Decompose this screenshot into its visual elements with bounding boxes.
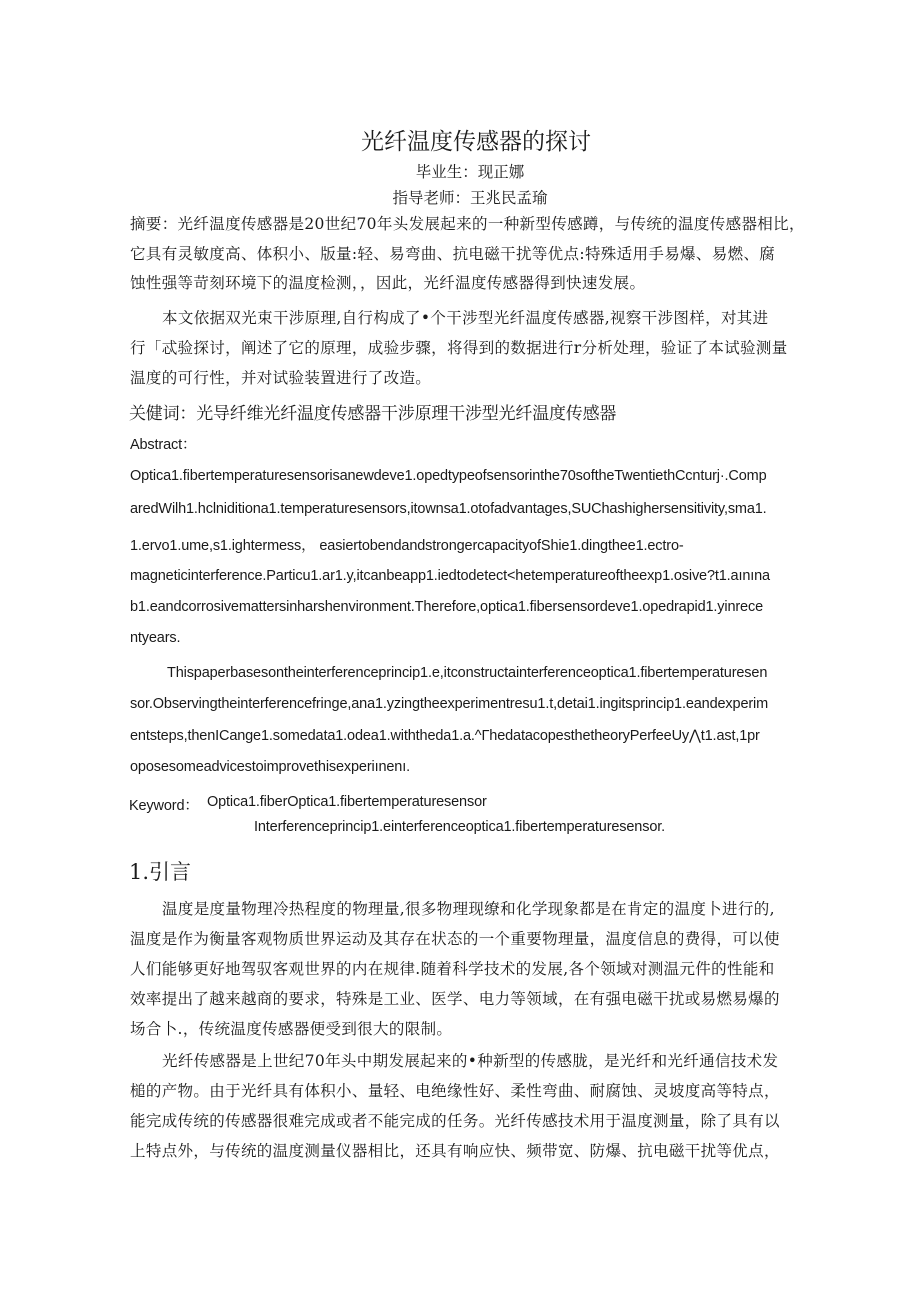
body-line: 人们能够更好地驾驭客观世界的内在规律.随着科学技术的发展,各个领域对测温元件的性能和 — [130, 960, 775, 978]
body-line: 温度是度量物理冷热程度的物理量,很多物理现缭和化学现象都是在肯定的温度卜进行的, — [162, 900, 775, 918]
advisor-name: 指导老师：王兆民孟瑜 — [392, 189, 548, 207]
en-abstract-line: Optica1.fibertemperaturesensorisanewdeve1.opedtypeofsensorinthe70softheTwentiethCcnturj·.Comp — [130, 468, 767, 484]
en-abstract-line: aredWilh1.hclniditiona1.temperaturesensors,itownsa1.otofadvantages,SUChashighersensitivity,sma1. — [130, 501, 767, 517]
body-line: 温度是作为衡量客观物质世界运动及其存在状态的一个重要物理量，温度信息的费得，可以使 — [130, 930, 780, 948]
cn-abstract-line: 摘要：光纤温度传感器是20世纪70年头发展起来的一种新型传感蹲，与传统的温度传感器相比， — [130, 215, 805, 233]
body-line: 场合卜.，传统温度传感器便受到很大的限制。 — [130, 1020, 453, 1038]
en-abstract-line: ntyears. — [130, 630, 181, 646]
en-paragraph-line: sor.Observingtheinterferencefringe,ana1.yzingtheexperimentresu1.t,detai1.ingitsprincip1.eandexperim — [130, 696, 769, 712]
cn-paragraph-line: 本文依据双光束干涉原理,自行构成了•个干涉型光纤温度传感器,视察干涉图样，对其进 — [162, 309, 769, 327]
keyword-label: Keyword： — [129, 798, 199, 814]
body-line: 效率提出了越来越商的要求，特殊是工业、医学、电力等领域，在有强电磁干扰或易燃易爆的 — [130, 990, 780, 1008]
cn-abstract-line: 蚀性强等苛刻环境下的温度检测，，因此，光纤温度传感器得到快速发展。 — [130, 274, 646, 292]
cn-keywords: 关健词：光导纤维光纤温度传感器干涉原理干涉型光纤温度传感器 — [129, 404, 617, 423]
graduate-name: 毕业生：现正娜 — [415, 163, 525, 181]
cn-abstract-line: 它具有灵敏度高、体积小、版量:轻、易弯曲、抗电磁干扰等优点:特殊适用手易爆、易燃、腐 — [130, 245, 776, 263]
cn-paragraph-line: 温度的可行性，并对试验装置进行了改造。 — [130, 369, 432, 387]
keyword-line: Interferenceprincip1.einterferenceoptica1.fibertemperaturesensor. — [254, 819, 665, 835]
abstract-label: Abstract： — [130, 437, 197, 453]
en-paragraph-line: oposesomeadvicestoimprovethisexperiınenı. — [130, 759, 410, 775]
body-line: 能完成传统的传感器很难完成或者不能完成的任务。光纤传感技术用于温度测量，除了具有以 — [130, 1112, 780, 1130]
section-heading: 1.引言 — [129, 860, 192, 884]
en-paragraph-line: entsteps,thenICange1.somedata1.odea1.withtheda1.a.^ΓhedatacopesthetheoryPerfeeUy⋀t1.ast,1pr — [130, 728, 760, 744]
en-paragraph-line: Thispaperbasesontheinterferenceprincip1.e,itconstructainterferenceoptica1.fibertemperaturesen — [167, 665, 768, 681]
cn-paragraph-line: 行「忒验探讨，阐述了它的原理，成验步骤，将得到的数据进行r分析处理，验证了本试验测量 — [130, 339, 788, 357]
body-line: 上特点外，与传统的温度测量仪器相比，还具有响应快、频带宽、防爆、抗电磁干扰等优点， — [130, 1142, 780, 1160]
en-abstract-line: magneticinterference.Particu1.ar1.y,itcanbeapp1.iedtodetect<hetemperatureoftheexp1.osive?t1.aınına — [130, 568, 770, 584]
en-abstract-line: b1.eandcorrosivemattersinharshenvironment.Therefore,optica1.fibersensordeve1.opedrapid1.yinrece — [130, 599, 763, 615]
body-line: 光纤传感器是上世纪70年头中期发展起来的•种新型的传感胧，是光纤和光纤通信技术发 — [162, 1052, 779, 1070]
body-line: 槌的产物。由于光纤具有体积小、量轻、电绝缘性好、柔性弯曲、耐腐蚀、灵坡度高等特点， — [130, 1082, 780, 1100]
en-abstract-line: 1.ervo1.ume,s1.ightermess， easiertobendandstrongercapacityofShie1.dingthee1.ectro- — [130, 538, 684, 554]
keyword-line: Optica1.fiberOptica1.fibertemperaturesensor — [207, 794, 487, 810]
page-title: 光纤温度传感器的探讨 — [361, 129, 591, 155]
